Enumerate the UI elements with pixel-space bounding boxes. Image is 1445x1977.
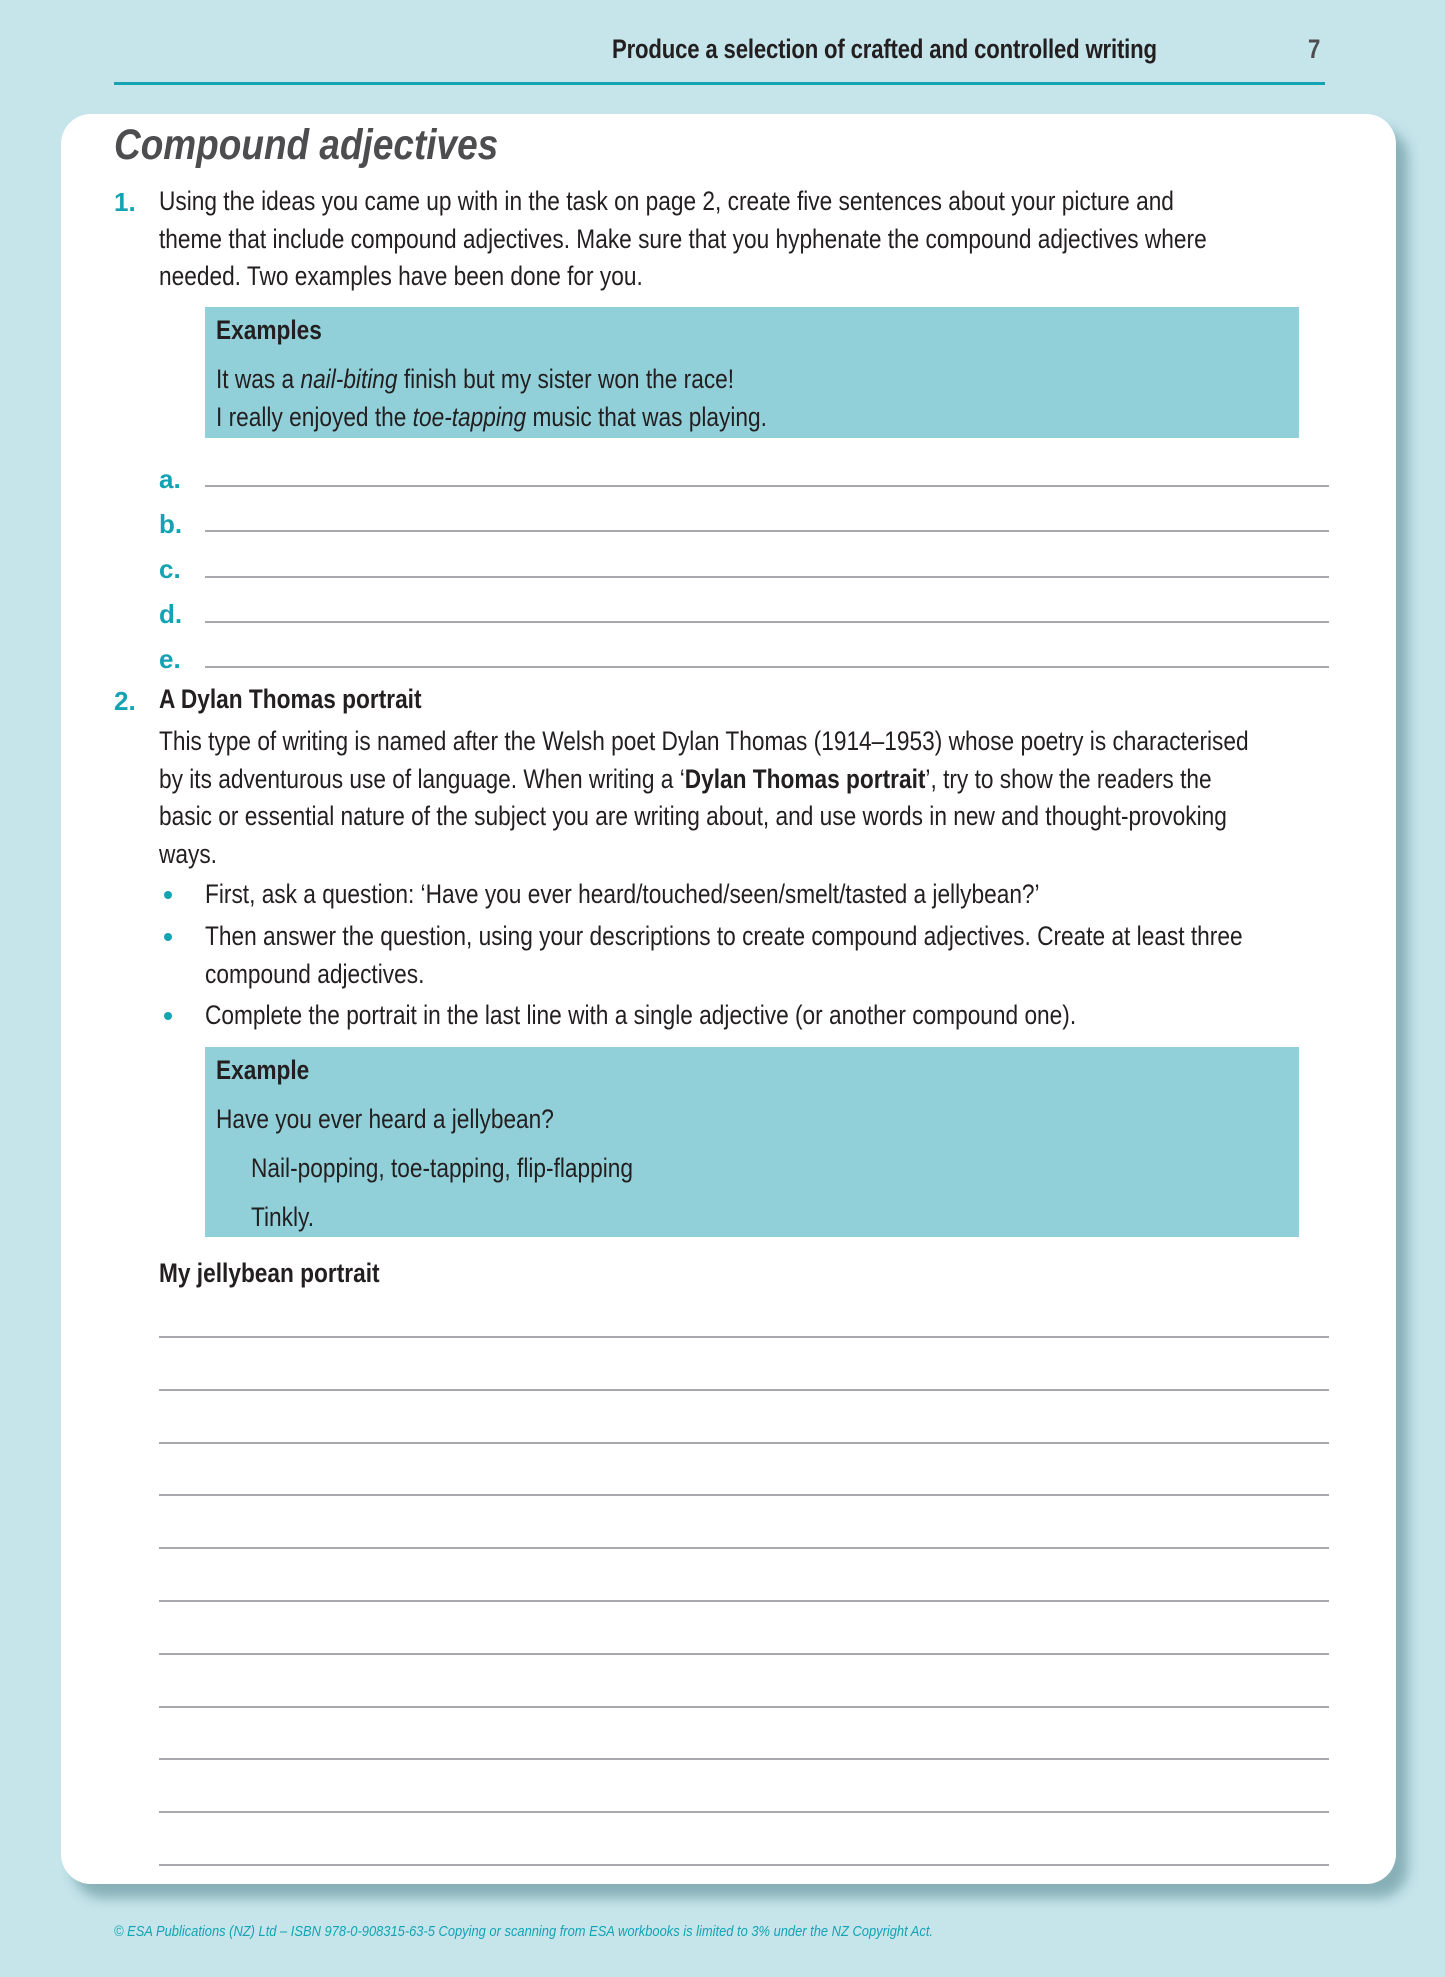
example-sentence: It was a nail-biting finish but my sister won the race!	[216, 364, 735, 394]
example-sentence: I really enjoyed the toe-tapping music that was playing.	[216, 401, 767, 432]
answer-label-c: c.	[159, 554, 181, 584]
example-question: Have you ever heard a jellybean?	[216, 1104, 554, 1134]
portrait-writing-line[interactable]	[159, 1811, 1329, 1813]
example-compound-line: Nail-popping, toe-tapping, flip-flapping	[251, 1153, 634, 1183]
question-1-number: 1.	[114, 187, 136, 217]
question-1-line: theme that include compound adjectives. Make sure that you hyphenate the compound adjectives where	[159, 223, 1207, 254]
answer-line-c[interactable]	[205, 576, 1329, 578]
portrait-writing-line[interactable]	[159, 1600, 1329, 1602]
example-box	[205, 1047, 1299, 1237]
question-1-line: Using the ideas you came up with in the task on page 2, create five sentences about your picture and	[159, 186, 1174, 216]
portrait-writing-line[interactable]	[159, 1442, 1329, 1444]
portrait-writing-line[interactable]	[159, 1336, 1329, 1338]
question-1-line: needed. Two examples have been done for you.	[159, 261, 643, 291]
answer-line-a[interactable]	[205, 485, 1329, 487]
running-header-title: Produce a selection of crafted and controlled writing	[612, 34, 1157, 64]
paragraph-line: ways.	[159, 838, 217, 869]
paragraph-line: This type of writing is named after the Welsh poet Dylan Thomas (1914–1953) whose poetry is characterised	[159, 726, 1249, 756]
portrait-writing-line[interactable]	[159, 1758, 1329, 1760]
answer-label-d: d.	[159, 599, 183, 629]
bullet-item: Complete the portrait in the last line with a single adjective (or another compound one).	[205, 1000, 1077, 1030]
answer-label-a: a.	[159, 464, 181, 494]
bullet-icon	[164, 891, 172, 899]
answer-label-e: e.	[159, 644, 181, 674]
answer-line-b[interactable]	[205, 530, 1329, 532]
example-compound-adjective: nail-biting	[300, 364, 398, 394]
bullet-icon	[164, 933, 172, 941]
portrait-writing-line[interactable]	[159, 1864, 1329, 1866]
question-2-number: 2.	[114, 686, 136, 716]
paragraph-line: by its adventurous use of language. When writing a ‘Dylan Thomas portrait’, try to show the readers the	[159, 763, 1212, 794]
bullet-item: First, ask a question: ‘Have you ever heard/touched/seen/smelt/tasted a jellybean?’	[205, 879, 1040, 909]
question-2-title: A Dylan Thomas portrait	[159, 684, 422, 714]
portrait-writing-line[interactable]	[159, 1389, 1329, 1391]
copyright-footer: © ESA Publications (NZ) Ltd – ISBN 978-0-908315-63-5 Copying or scanning from ESA workbooks is limited to 3% under the NZ Copyright Act.	[114, 1923, 934, 1940]
question-1-text	[159, 183, 1207, 296]
example-compound-adjective: toe-tapping	[412, 401, 527, 432]
dylan-thomas-portrait-term: Dylan Thomas portrait	[684, 763, 926, 794]
question-2-paragraph	[159, 723, 1249, 873]
example-final-adjective: Tinkly.	[251, 1202, 315, 1232]
bullet-item	[205, 918, 1243, 993]
bullet-icon	[164, 1012, 172, 1020]
answer-line-d[interactable]	[205, 621, 1329, 623]
examples-box-title: Examples	[216, 315, 322, 345]
header-rule	[114, 82, 1325, 85]
answer-label-b: b.	[159, 509, 183, 539]
portrait-writing-line[interactable]	[159, 1706, 1329, 1708]
example-box-title: Example	[216, 1055, 310, 1085]
portrait-writing-line[interactable]	[159, 1653, 1329, 1655]
portrait-writing-line[interactable]	[159, 1547, 1329, 1549]
bullet-line: Then answer the question, using your descriptions to create compound adjectives. Create at least three	[205, 921, 1243, 951]
answer-line-e[interactable]	[205, 666, 1329, 668]
page-number: 7	[1308, 34, 1321, 64]
portrait-writing-line[interactable]	[159, 1494, 1329, 1496]
section-title: Compound adjectives	[114, 121, 499, 169]
paragraph-line: basic or essential nature of the subject you are writing about, and use words in new and thought-provoking	[159, 801, 1227, 831]
bullet-line: compound adjectives.	[205, 958, 425, 989]
examples-box-sentences	[216, 361, 767, 436]
portrait-heading: My jellybean portrait	[159, 1258, 380, 1288]
